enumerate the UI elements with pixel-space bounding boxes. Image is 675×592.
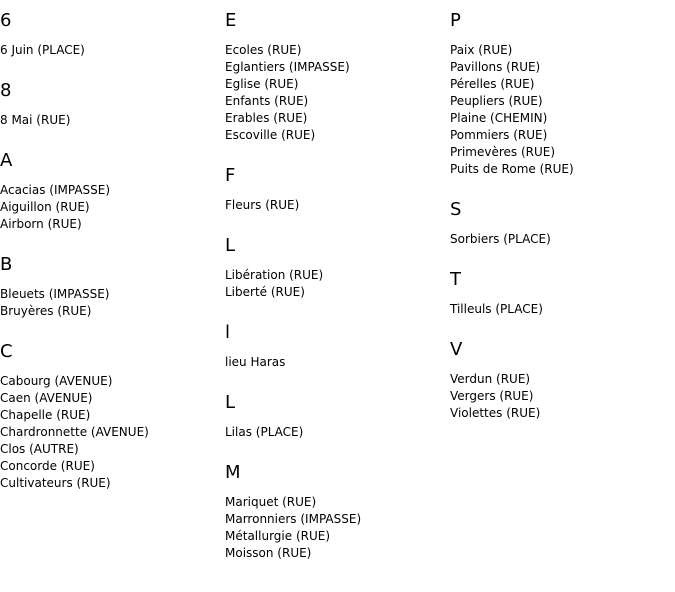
section-letter-heading: L bbox=[225, 235, 236, 256]
street-list bbox=[450, 301, 675, 318]
street-link[interactable]: 8 Mai (RUE) bbox=[0, 113, 71, 127]
street-link[interactable]: Clos (AUTRE) bbox=[0, 442, 79, 456]
section-letter-heading: A bbox=[0, 150, 13, 171]
street-list bbox=[0, 182, 225, 233]
street-list bbox=[225, 354, 450, 371]
section-letter-heading: E bbox=[225, 10, 237, 31]
street-link[interactable]: Liberté (RUE) bbox=[225, 285, 305, 299]
street-link[interactable]: Concorde (RUE) bbox=[0, 459, 95, 473]
street-link[interactable]: Acacias (IMPASSE) bbox=[0, 183, 111, 197]
letter-section bbox=[0, 8, 225, 59]
letter-section bbox=[225, 460, 450, 562]
letter-section bbox=[225, 390, 450, 441]
letter-section bbox=[450, 8, 675, 178]
street-link[interactable]: Bruyères (RUE) bbox=[0, 304, 92, 318]
street-link[interactable]: Cultivateurs (RUE) bbox=[0, 476, 111, 490]
section-letter-heading: T bbox=[450, 269, 461, 290]
section-letter-heading: B bbox=[0, 254, 13, 275]
letter-section bbox=[0, 78, 225, 129]
street-list bbox=[225, 42, 450, 144]
letter-section bbox=[225, 163, 450, 214]
street-link[interactable]: Mariquet (RUE) bbox=[225, 495, 317, 509]
section-letter-heading: P bbox=[450, 10, 461, 31]
street-link[interactable]: Libération (RUE) bbox=[225, 268, 324, 282]
index-column-3 bbox=[450, 8, 675, 581]
street-list bbox=[0, 42, 225, 59]
street-link[interactable]: Peupliers (RUE) bbox=[450, 94, 543, 108]
street-link[interactable]: Verdun (RUE) bbox=[450, 372, 531, 386]
street-link[interactable]: Enfants (RUE) bbox=[225, 94, 309, 108]
letter-section bbox=[450, 197, 675, 248]
street-list bbox=[225, 494, 450, 562]
street-link[interactable]: Moisson (RUE) bbox=[225, 546, 312, 560]
section-letter-heading: M bbox=[225, 462, 241, 483]
section-letter-heading: F bbox=[225, 165, 236, 186]
street-link[interactable]: Aiguillon (RUE) bbox=[0, 200, 90, 214]
street-link[interactable]: Tilleuls (PLACE) bbox=[450, 302, 543, 316]
street-link[interactable]: Puits de Rome (RUE) bbox=[450, 162, 574, 176]
letter-section bbox=[0, 148, 225, 233]
street-link[interactable]: lieu Haras bbox=[225, 355, 286, 369]
street-link[interactable]: Marronniers (IMPASSE) bbox=[225, 512, 362, 526]
letter-section bbox=[0, 252, 225, 320]
street-link[interactable]: Chapelle (RUE) bbox=[0, 408, 91, 422]
street-link[interactable]: Erables (RUE) bbox=[225, 111, 308, 125]
street-link[interactable]: Caen (AVENUE) bbox=[0, 391, 93, 405]
street-index bbox=[0, 8, 675, 581]
section-letter-heading: L bbox=[225, 392, 236, 413]
street-link[interactable]: Pavillons (RUE) bbox=[450, 60, 541, 74]
letter-section bbox=[450, 337, 675, 422]
street-link[interactable]: Violettes (RUE) bbox=[450, 406, 541, 420]
street-list bbox=[0, 112, 225, 129]
street-link[interactable]: Pommiers (RUE) bbox=[450, 128, 548, 142]
letter-section bbox=[0, 339, 225, 492]
street-list bbox=[225, 267, 450, 301]
street-link[interactable]: Lilas (PLACE) bbox=[225, 425, 304, 439]
street-link[interactable]: Sorbiers (PLACE) bbox=[450, 232, 551, 246]
street-link[interactable]: Ecoles (RUE) bbox=[225, 43, 302, 57]
street-link[interactable]: Airborn (RUE) bbox=[0, 217, 82, 231]
street-link[interactable]: Plaine (CHEMIN) bbox=[450, 111, 548, 125]
street-link[interactable]: Eglantiers (IMPASSE) bbox=[225, 60, 350, 74]
section-letter-heading: S bbox=[450, 199, 462, 220]
street-list bbox=[0, 373, 225, 492]
street-link[interactable]: Paix (RUE) bbox=[450, 43, 513, 57]
street-link[interactable]: Métallurgie (RUE) bbox=[225, 529, 331, 543]
letter-section bbox=[225, 320, 450, 371]
section-letter-heading: 8 bbox=[0, 80, 12, 101]
street-link[interactable]: Pérelles (RUE) bbox=[450, 77, 535, 91]
section-letter-heading: V bbox=[450, 339, 463, 360]
letter-section bbox=[225, 233, 450, 301]
street-list bbox=[450, 42, 675, 178]
street-list bbox=[450, 371, 675, 422]
section-letter-heading: C bbox=[0, 341, 13, 362]
street-link[interactable]: 6 Juin (PLACE) bbox=[0, 43, 85, 57]
street-link[interactable]: Cabourg (AVENUE) bbox=[0, 374, 113, 388]
street-link[interactable]: Escoville (RUE) bbox=[225, 128, 316, 142]
street-link[interactable]: Chardronnette (AVENUE) bbox=[0, 425, 149, 439]
section-letter-heading: l bbox=[225, 322, 231, 343]
section-letter-heading: 6 bbox=[0, 10, 12, 31]
street-list bbox=[225, 424, 450, 441]
letter-section bbox=[225, 8, 450, 144]
street-link[interactable]: Vergers (RUE) bbox=[450, 389, 534, 403]
street-link[interactable]: Fleurs (RUE) bbox=[225, 198, 300, 212]
index-column-1 bbox=[0, 8, 225, 581]
street-list bbox=[450, 231, 675, 248]
street-list bbox=[225, 197, 450, 214]
street-link[interactable]: Eglise (RUE) bbox=[225, 77, 299, 91]
index-column-2 bbox=[225, 8, 450, 581]
street-list bbox=[0, 286, 225, 320]
street-link[interactable]: Bleuets (IMPASSE) bbox=[0, 287, 110, 301]
letter-section bbox=[450, 267, 675, 318]
street-link[interactable]: Primevères (RUE) bbox=[450, 145, 556, 159]
